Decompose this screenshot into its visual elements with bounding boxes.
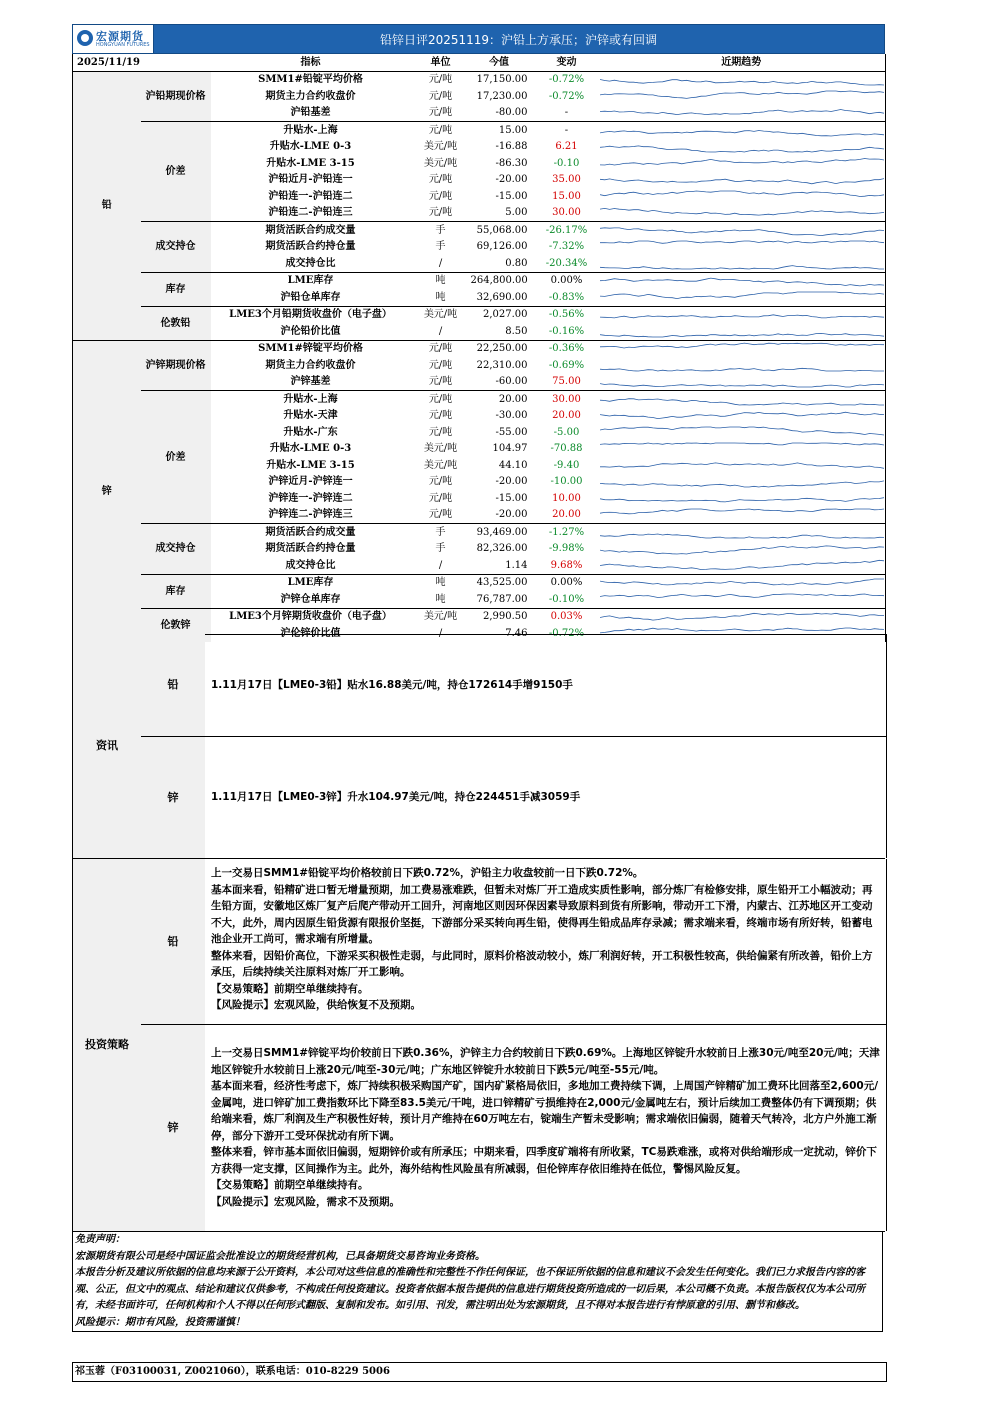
strategy-section: [72, 859, 887, 1231]
strategy-zinc-label: 锌: [141, 1025, 205, 1231]
today-value: 0.80: [505, 257, 528, 269]
table-row: [73, 524, 886, 541]
today-value: -15.00: [495, 492, 528, 504]
paragraph: 宏源期货有限公司是经中国证监会批准设立的期货经营机构，已具备期货交易咨询业务资格。: [75, 1250, 485, 1262]
trend-sparkline: [598, 122, 886, 139]
unit: 元/吨: [411, 340, 471, 357]
unit: 元/吨: [411, 122, 471, 139]
indicator-name: 沪铅仓单库存: [280, 291, 341, 303]
change-value: -0.83%: [548, 291, 585, 303]
strategy-lead-label: 铅: [141, 859, 205, 1024]
trend-sparkline: [598, 474, 886, 491]
trend-sparkline: [598, 71, 886, 88]
group-label: 成交持仓: [141, 524, 211, 575]
change-value: -0.10: [553, 157, 580, 169]
unit: /: [438, 257, 443, 269]
table-row: [73, 122, 886, 139]
indicator-name: 期货活跃合约成交量: [211, 524, 411, 541]
news-lead-label: 铅: [141, 634, 205, 736]
unit: /: [438, 559, 443, 571]
change-value: 0.00%: [536, 574, 598, 591]
title-bar: [72, 24, 885, 54]
today-value: 43,525.00: [471, 574, 536, 591]
table-row: [73, 608, 886, 625]
unit: 吨: [435, 593, 446, 605]
today-value: -20.00: [495, 174, 528, 186]
change-value: 35.00: [552, 174, 581, 186]
trend-sparkline: [598, 340, 886, 357]
today-value: 69,126.00: [476, 241, 528, 253]
indicator-name: 成交持仓比: [285, 559, 336, 571]
unit: 元/吨: [428, 174, 453, 186]
unit: 元/吨: [428, 509, 453, 521]
paragraph: 【交易策略】前期空单继续持有。: [211, 1179, 369, 1191]
unit: 元/吨: [428, 376, 453, 388]
group-label: 沪锌期现价格: [141, 340, 211, 391]
unit: 手: [435, 543, 446, 555]
trend-sparkline: [598, 524, 886, 541]
change-value: -0.72%: [548, 627, 585, 639]
news-zinc-text: 1.11月17日【LME0-3锌】升水104.97美元/吨，持仓224451手减3059手: [211, 791, 581, 803]
trend-sparkline: [598, 239, 886, 256]
today-value: 2,990.50: [471, 608, 536, 625]
change-value: 20.00: [552, 509, 581, 521]
change-value: 0.00%: [536, 272, 598, 289]
paragraph: 本报告分析及建议所依据的信息均来源于公开资料，本公司对这些信息的准确性和完整性不作任何保证，也不保证所依据的信息和建议不会发生任何变化。我们已力求报告内容的客观、公正，但文中的观点、结论和建议仅供参考，不构成任何投资建议。投资者依据本报告提供的信息进行期货投资所造成的一切后果，本公司概不负责。本报告版权仅为本公司所有，未经书面许可，任何机构和个人不得以任何形式翻版、复制和发布。如引用、刊发，需注明出处为宏源期货，且不得对本报告进行有悖原意的引用、删节和修改。: [75, 1267, 865, 1311]
unit: 美元/吨: [423, 443, 458, 455]
indicator-name: 沪铅近月-沪铅连一: [268, 174, 353, 186]
trend-sparkline: [598, 306, 886, 323]
table-row: [73, 306, 886, 323]
trend-sparkline: [598, 490, 886, 507]
change-value: 0.03%: [536, 608, 598, 625]
trend-sparkline: [598, 172, 886, 189]
indicator-name: SMM1#锌锭平均价格: [211, 340, 411, 357]
change-value: 6.21: [555, 141, 578, 153]
indicator-name: 升贴水-上海: [211, 122, 411, 139]
indicator-name: 期货活跃合约持仓量: [265, 241, 356, 253]
today-value: 55,068.00: [471, 222, 536, 239]
change-value: -: [536, 122, 598, 139]
change-value: -1.27%: [536, 524, 598, 541]
change-value: -70.88: [550, 443, 583, 455]
paragraph: 【交易策略】前期空单继续持有。: [211, 982, 369, 995]
unit: 吨: [411, 574, 471, 591]
unit: 元/吨: [428, 410, 453, 422]
trend-sparkline: [598, 374, 886, 391]
indicator-name: LME库存: [211, 574, 411, 591]
unit: 美元/吨: [423, 157, 458, 169]
paragraph: 【风险提示】宏观风险，需求不及预期。: [211, 1195, 400, 1208]
trend-sparkline: [598, 507, 886, 524]
today-value: 32,690.00: [476, 291, 528, 303]
trend-sparkline: [598, 441, 886, 458]
today-value: -20.00: [495, 509, 528, 521]
indicator-name: 升贴水-天津: [283, 410, 338, 422]
indicator-name: LME库存: [211, 272, 411, 289]
paragraph: 免责声明：: [75, 1234, 125, 1245]
change-value: -10.00: [550, 476, 583, 488]
report-date: 2025/11/19: [73, 54, 211, 71]
change-value: -26.17%: [536, 222, 598, 239]
group-label: 库存: [141, 272, 211, 306]
indicator-name: 期货活跃合约持仓量: [265, 543, 356, 555]
group-label: 成交持仓: [141, 222, 211, 273]
indicator-name: 期货主力合约收盘价: [265, 359, 356, 371]
change-value: -0.72%: [536, 71, 598, 88]
change-value: -0.69%: [548, 359, 585, 371]
unit: 元/吨: [428, 359, 453, 371]
indicator-name: 成交持仓比: [285, 257, 336, 269]
paragraph: 风险提示：期市有风险，投资需谨慎！: [75, 1316, 245, 1328]
indicator-name: 升贴水-LME 0-3: [269, 443, 352, 455]
today-value: 17,230.00: [476, 90, 528, 102]
today-value: -16.88: [495, 141, 528, 153]
today-value: 2,027.00: [471, 306, 536, 323]
trend-sparkline: [598, 222, 886, 239]
strategy-zinc-text: [211, 1045, 880, 1210]
unit: 美元/吨: [423, 141, 458, 153]
group-label: 价差: [141, 391, 211, 524]
unit: 元/吨: [411, 391, 471, 408]
indicator-name: LME3个月锌期货收盘价（电子盘）: [211, 608, 411, 625]
trend-sparkline: [598, 188, 886, 205]
trend-sparkline: [598, 541, 886, 558]
logo-text: 宏源期货: [96, 30, 144, 43]
indicator-name: 升贴水-LME 3-15: [266, 157, 355, 169]
unit: 元/吨: [428, 190, 453, 202]
zinc-section-label: 锌: [73, 340, 141, 642]
paragraph: 上一交易日SMM1#锌锭平均价较前日下跌0.36%，沪锌主力合约较前日下跌0.69%。上海地区锌锭升水较前日上涨30元/吨至20元/吨；天津地区锌锭升水较前日上涨20元/吨至-30元/吨；广东地区锌锭升水较前日下跌5元/吨至-55元/吨。: [211, 1047, 880, 1076]
strategy-lead-text: [211, 865, 880, 1014]
data-table: [72, 54, 886, 642]
trend-sparkline: [598, 289, 886, 306]
change-value: -9.40: [553, 459, 580, 471]
news-zinc-label: 锌: [141, 737, 205, 858]
table-row: [73, 391, 886, 408]
change-value: 9.68%: [550, 559, 583, 571]
trend-sparkline: [598, 591, 886, 608]
unit: 手: [411, 524, 471, 541]
report-title: 铅锌日评20251119：沪铅上方承压；沪锌或有回调: [379, 33, 658, 47]
news-label: 资讯: [73, 634, 141, 858]
table-row: [73, 71, 886, 88]
change-value: -: [564, 107, 569, 119]
col-today: 今值: [471, 54, 536, 71]
strategy-label: 投资策略: [73, 859, 141, 1231]
today-value: 15.00: [471, 122, 536, 139]
change-value: -0.72%: [548, 90, 585, 102]
change-value: -5.00: [553, 426, 580, 438]
change-value: -0.16%: [548, 325, 585, 337]
unit: 美元/吨: [423, 459, 458, 471]
news-lead-text: 1.11月17日【LME0-3铅】贴水16.88美元/吨，持仓172614手增9150手: [211, 679, 573, 691]
change-value: 15.00: [552, 190, 581, 202]
col-indicator: 指标: [211, 54, 411, 71]
col-unit: 单位: [411, 54, 471, 71]
indicator-name: 沪伦铅价比值: [280, 325, 341, 337]
change-value: -0.10%: [548, 593, 585, 605]
indicator-name: 沪锌连一-沪锌连二: [268, 492, 353, 504]
trend-sparkline: [598, 139, 886, 156]
today-value: -80.00: [495, 107, 528, 119]
indicator-name: 沪锌基差: [290, 376, 331, 388]
change-value: -0.56%: [536, 306, 598, 323]
change-value: -7.32%: [548, 241, 585, 253]
indicator-name: 沪锌仓单库存: [280, 593, 341, 605]
unit: 元/吨: [411, 71, 471, 88]
today-value: 44.10: [498, 459, 528, 471]
today-value: 22,310.00: [476, 359, 528, 371]
trend-sparkline: [598, 155, 886, 172]
today-value: -30.00: [495, 410, 528, 422]
paragraph: 整体来看，锌市基本面依旧偏弱，短期锌价或有所承压；中期来看，四季度矿端将有所收紧，TC易跌难涨，或将对供给端形成一定扰动，锌价下方获得一定支撑，区间操作为主。此外，海外结构性风险虽有所减弱，但伦锌库存依旧维持在低位，警惕风险反复。: [211, 1146, 877, 1175]
change-value: 75.00: [552, 376, 581, 388]
change-value: 30.00: [552, 207, 581, 219]
today-value: 93,469.00: [471, 524, 536, 541]
unit: 元/吨: [428, 90, 453, 102]
change-value: -20.34%: [545, 257, 588, 269]
col-trend: 近期趋势: [598, 54, 886, 71]
unit: 吨: [435, 291, 446, 303]
paragraph: 基本面来看，铅精矿进口暂无增量预期，加工费易涨难跌，但暂未对炼厂开工造成实质性影响，部分炼厂有检修安排，原生铅开工小幅波动；再生铅方面，安徽地区炼厂复产后爬产带动开工回升，河南地区则因环保因素导致原料到货有所影响，带动开工下滑，内蒙古、江苏地区开工变动不大，此外，周内因原生铅货源有限报价坚挺，下游部分采买转向再生铅，使得再生铅成品库存录减；需求端来看，终端市场有所好转，铅蓄电池企业开工尚可，需求端有所增量。: [211, 883, 873, 945]
indicator-name: 期货活跃合约成交量: [211, 222, 411, 239]
change-value: 20.00: [552, 410, 581, 422]
indicator-name: 升贴水-LME 3-15: [266, 459, 355, 471]
news-section: [72, 634, 887, 858]
group-label: 价差: [141, 122, 211, 222]
indicator-name: 升贴水-LME 0-3: [269, 141, 352, 153]
indicator-name: 沪铅连一-沪铅连二: [268, 190, 353, 202]
indicator-name: 沪铅基差: [290, 107, 331, 119]
trend-sparkline: [598, 424, 886, 441]
table-row: [73, 272, 886, 289]
paragraph: 【风险提示】宏观风险，供给恢复不及预期。: [211, 999, 421, 1011]
indicator-name: 沪铅连二-沪铅连三: [268, 207, 353, 219]
today-value: -15.00: [495, 190, 528, 202]
unit: 手: [411, 222, 471, 239]
paragraph: 上一交易日SMM1#铅锭平均价格较前日下跌0.72%，沪铅主力收盘较前一日下跌0.72%。: [211, 867, 644, 879]
group-label: 沪铅期现价格: [141, 71, 211, 122]
trend-sparkline: [598, 608, 886, 625]
today-value: 7.46: [505, 627, 528, 639]
trend-sparkline: [598, 88, 886, 105]
footer-contact: 祁玉蓉（F03100031, Z0021060），联系电话：010-8229 5006: [72, 1362, 887, 1382]
table-row: [73, 574, 886, 591]
today-value: 264,800.00: [471, 272, 536, 289]
trend-sparkline: [598, 357, 886, 374]
indicator-name: 沪锌连二-沪锌连三: [268, 509, 353, 521]
logo-subtext: HONGYUAN FUTURES: [96, 42, 150, 48]
paragraph: 整体来看，因铅价高位，下游采买积极性走弱，与此同时，原料价格波动较小，炼厂利润好转，开工积极性较高，供给偏紧有所改善，铅价上方承压，后续持续关注原料对炼厂开工影响。: [211, 949, 873, 978]
today-value: 1.14: [505, 559, 528, 571]
unit: 吨: [411, 272, 471, 289]
paragraph: 基本面来看，经济性考虑下，炼厂持续积极采购国产矿，国内矿紧格局依旧，多地加工费持续下调，上周国产锌精矿加工费环比回落至2,600元/金属吨，进口锌矿加工费指数环比下降至83.5美元/干吨，进口锌精矿亏损维持在2,000元/金属吨左右，预计后续加工费整体仍有下调预期；供给端来看，炼厂利润及生产积极性好转，预计月产维持在60万吨左右，锭端生产暂未受影响；需求端依旧偏弱，随着天气转冷，北方户外施工渐停，部分下游开工受环保扰动有所下调。: [211, 1080, 879, 1142]
unit: 元/吨: [428, 492, 453, 504]
trend-sparkline: [598, 408, 886, 425]
today-value: 5.00: [505, 207, 528, 219]
trend-sparkline: [598, 391, 886, 408]
today-value: 104.97: [492, 443, 528, 455]
indicator-name: 沪锌近月-沪锌连一: [268, 476, 353, 488]
indicator-name: 升贴水-上海: [211, 391, 411, 408]
indicator-name: SMM1#铅锭平均价格: [211, 71, 411, 88]
unit: 手: [435, 241, 446, 253]
table-header-row: [73, 54, 886, 71]
table-row: [73, 222, 886, 239]
change-value: -9.98%: [548, 543, 585, 555]
today-value: 76,787.00: [476, 593, 528, 605]
unit: 元/吨: [428, 476, 453, 488]
trend-sparkline: [598, 574, 886, 591]
today-value: 20.00: [471, 391, 536, 408]
trend-sparkline: [598, 457, 886, 474]
indicator-name: LME3个月铅期货收盘价（电子盘）: [211, 306, 411, 323]
unit: /: [438, 325, 443, 337]
trend-sparkline: [598, 255, 886, 272]
change-value: 10.00: [552, 492, 581, 504]
trend-sparkline: [598, 323, 886, 340]
today-value: 22,250.00: [471, 340, 536, 357]
today-value: -55.00: [495, 426, 528, 438]
unit: 元/吨: [428, 107, 453, 119]
today-value: 8.50: [505, 325, 528, 337]
unit: 美元/吨: [411, 306, 471, 323]
unit: /: [438, 627, 443, 639]
lead-section-label: 铅: [73, 71, 141, 340]
col-change: 变动: [536, 54, 598, 71]
trend-sparkline: [598, 205, 886, 222]
today-value: -86.30: [495, 157, 528, 169]
unit: 美元/吨: [411, 608, 471, 625]
indicator-name: 期货主力合约收盘价: [265, 90, 356, 102]
indicator-name: 沪伦锌价比值: [280, 627, 341, 639]
unit: 元/吨: [428, 207, 453, 219]
today-value: -20.00: [495, 476, 528, 488]
today-value: 17,150.00: [471, 71, 536, 88]
indicator-name: 升贴水-广东: [283, 426, 338, 438]
today-value: 82,326.00: [476, 543, 528, 555]
table-row: [73, 340, 886, 357]
group-label: 库存: [141, 574, 211, 608]
disclaimer: [72, 1232, 883, 1332]
trend-sparkline: [598, 557, 886, 574]
logo-mark-icon: [77, 30, 93, 46]
change-value: 30.00: [536, 391, 598, 408]
group-label: 伦敦锌: [141, 608, 211, 642]
company-logo: [73, 25, 154, 53]
unit: 元/吨: [428, 426, 453, 438]
change-value: -0.36%: [536, 340, 598, 357]
group-label: 伦敦铅: [141, 306, 211, 340]
report-page: [72, 24, 885, 642]
today-value: -60.00: [495, 376, 528, 388]
trend-sparkline: [598, 105, 886, 122]
trend-sparkline: [598, 272, 886, 289]
